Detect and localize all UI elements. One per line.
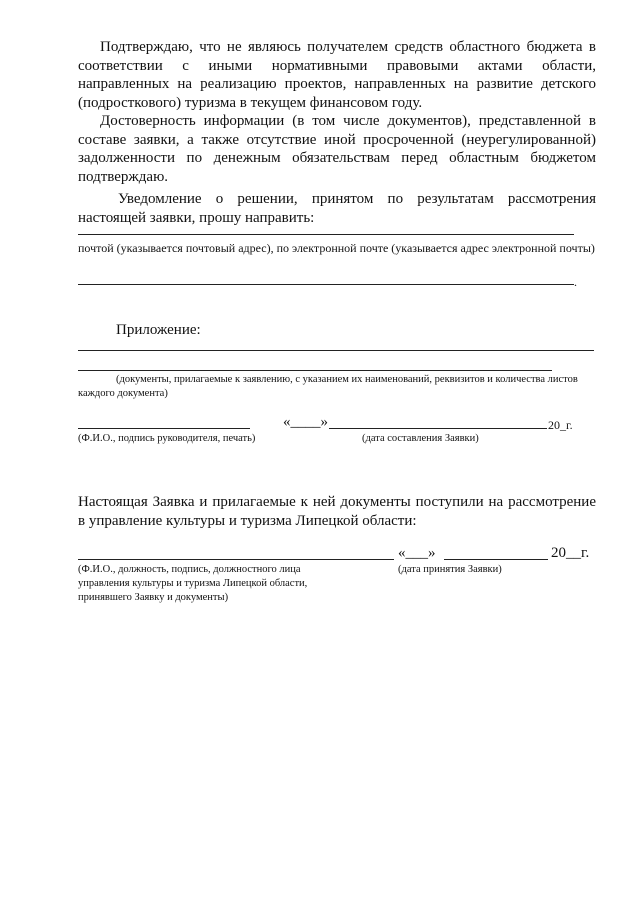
- confirmation-block: [78, 38, 596, 186]
- attachment-line-1[interactable]: [78, 350, 594, 351]
- notification-address-line-2[interactable]: [78, 284, 574, 285]
- paragraph-budget-confirmation: Подтверждаю, что не являюсь получателем средств областного бюджета в соответствии с иными нормативными правовыми актами области, направленных на реализацию проектов, направленных на развитие детского (подросткового) туризма в текущем финансовом году.: [78, 39, 596, 111]
- receipt-block: [78, 493, 596, 530]
- notification-block: [78, 190, 596, 227]
- compile-date-caption: (дата составления Заявки): [362, 433, 479, 444]
- notification-hint: почтой (указывается почтовый адрес), по электронной почте (указывается адрес электронной почты): [78, 241, 595, 255]
- receipt-date-caption: (дата принятия Заявки): [398, 564, 502, 575]
- notification-end-mark: .: [574, 275, 577, 289]
- compile-date-day: «____»: [283, 414, 328, 430]
- paragraph-accuracy-confirmation: Достоверность информации (в том числе документов), представленной в составе заявки, а также отсутствие иной просроченной (неурегулированной) задолженности по денежным обязательствам перед областным бюджетом подтверждаю.: [78, 113, 596, 185]
- receipt-date-month-line[interactable]: [444, 559, 548, 560]
- compile-date-month-line[interactable]: [329, 428, 547, 429]
- compile-date-year: 20_г.: [548, 418, 573, 432]
- official-signature-caption: (Ф.И.О., должность, подпись, должностного лица управления культуры и туризма Липецкой области, принявшего Заявку и документы): [78, 564, 308, 603]
- attachment-title: Приложение:: [116, 322, 201, 338]
- receipt-text: Настоящая Заявка и прилагаемые к ней документы поступили на рассмотрение в управление культуры и туризма Липецкой области:: [78, 494, 596, 529]
- attachment-hint: (документы, прилагаемые к заявлению, с указанием их наименований, реквизитов и количества листов каждого документа): [78, 374, 578, 399]
- attachment-line-2[interactable]: [78, 370, 552, 371]
- official-signature-line[interactable]: [78, 559, 394, 560]
- manager-signature-line[interactable]: [78, 428, 250, 429]
- manager-signature-caption: (Ф.И.О., подпись руководителя, печать): [78, 433, 256, 444]
- paragraph-notification-request: Уведомление о решении, принятом по результатам рассмотрения настоящей заявки, прошу направить:: [78, 191, 596, 226]
- receipt-date-day: «___»: [398, 545, 436, 561]
- receipt-date-year: 20__г.: [551, 545, 590, 561]
- notification-address-line-1[interactable]: [78, 234, 574, 235]
